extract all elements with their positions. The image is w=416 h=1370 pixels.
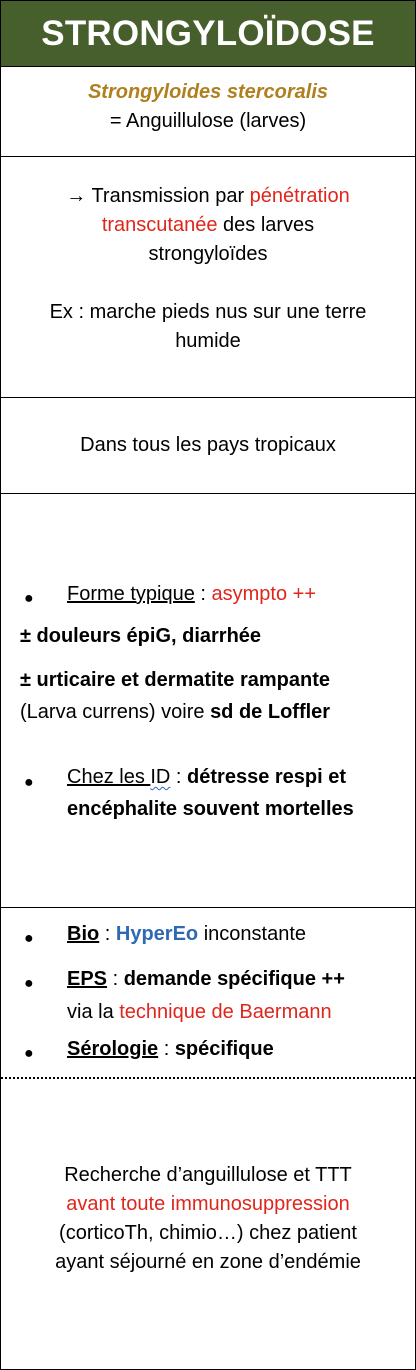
serology-line: Sérologie : spécifique (67, 1038, 274, 1060)
bullet-icon: ● (24, 975, 34, 992)
signs-line-1: ± douleurs épiG, diarrhée (20, 625, 262, 647)
transmission-line-2: transcutanée des larves (101, 214, 315, 236)
transmission-line-3: strongyloïdes (148, 243, 268, 265)
species-alias: = Anguillulose (larves) (109, 110, 307, 132)
prevention-line-4: ayant séjourné en zone d’endémie (55, 1251, 361, 1273)
eps-line-2: via la technique de Baermann (67, 1001, 332, 1023)
prevention-line-2: avant toute immunosuppression (66, 1193, 350, 1215)
transmission-section (1, 157, 415, 398)
signs-line-3: (Larva currens) voire sd de Loffler (20, 701, 331, 723)
signs-line-2: ± urticaire et dermatite rampante (20, 669, 330, 691)
species-name: Strongyloides stercoralis (87, 81, 329, 103)
geography-section (1, 398, 415, 494)
prevention-line-1: Recherche d’anguillulose et TTT (64, 1164, 352, 1186)
typique-line: Forme typique : asympto ++ (67, 583, 317, 605)
bio-line: Bio : HyperEo inconstante (67, 923, 306, 945)
prevention-line-3: (corticoTh, chimio…) chez patient (59, 1222, 357, 1244)
prevention-section (1, 1079, 415, 1369)
geography-text: Dans tous les pays tropicaux (80, 434, 336, 456)
id-line-2: encéphalite souvent mortelles (67, 798, 354, 820)
eps-line-1: EPS : demande spécifique ++ (67, 968, 345, 990)
id-line-1: Chez les ID : détresse respi et (67, 766, 347, 788)
arrow-right-icon: → (66, 185, 87, 207)
clinic-section (1, 494, 415, 908)
diagnosis-section (1, 908, 415, 1077)
bullet-icon: ● (24, 774, 34, 791)
example-line-2: humide (175, 330, 241, 352)
bullet-icon: ● (24, 930, 34, 947)
page-title: STRONGYLOÏDOSE (41, 13, 375, 53)
bullet-icon: ● (24, 1045, 34, 1062)
example-line-1: Ex : marche pieds nus sur une terre (49, 301, 367, 323)
transmission-line-1: → Transmission par pénétration (66, 185, 350, 207)
title-bar (1, 1, 415, 67)
species-section (1, 67, 415, 157)
bullet-icon: ● (24, 590, 34, 607)
